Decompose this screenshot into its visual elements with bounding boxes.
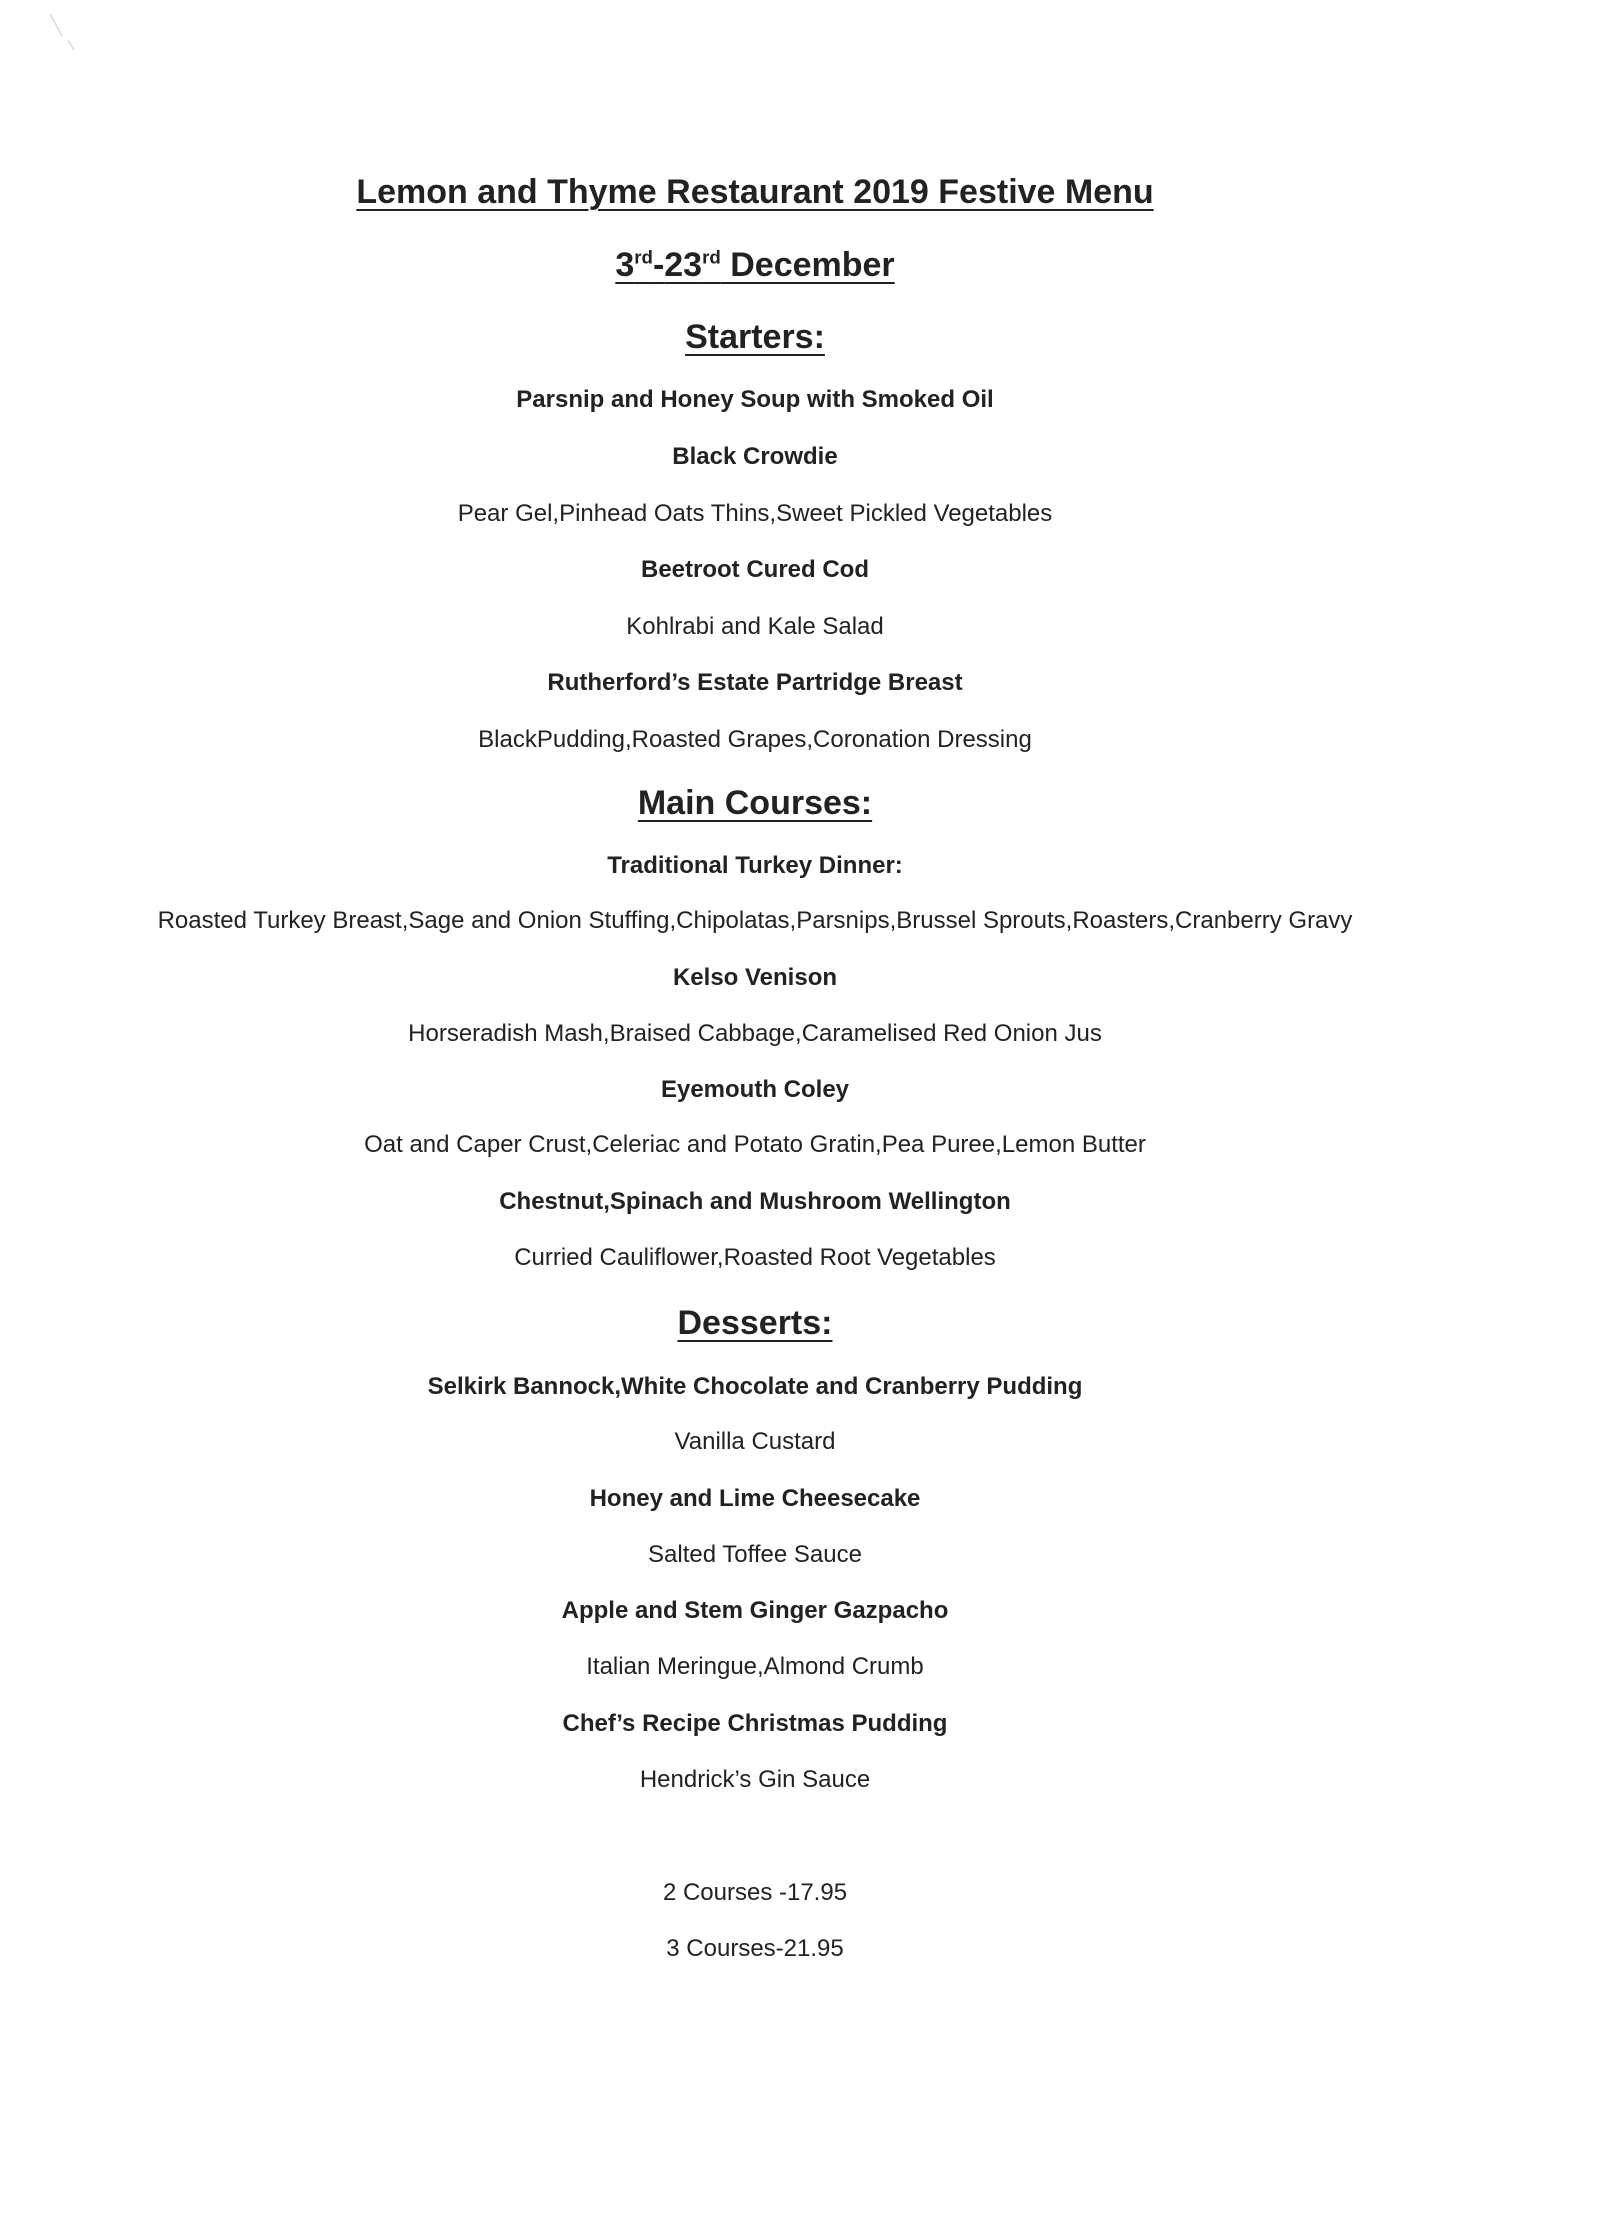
main-3-description: Oat and Caper Crust,Celeriac and Potato Gratin,Pea Puree,Lemon Butter [364, 1131, 1146, 1158]
section-heading-main-courses: Main Courses: [637, 784, 873, 822]
dessert-1-name: Selkirk Bannock,White Chocolate and Cranberry Pudding [427, 1373, 1083, 1400]
dessert-4-name: Chef’s Recipe Christmas Pudding [562, 1710, 948, 1737]
price-two-courses: 2 Courses -17.95 [662, 1879, 848, 1906]
starter-4-description: BlackPudding,Roasted Grapes,Coronation Dressing [478, 726, 1032, 753]
main-2-name: Kelso Venison [672, 964, 838, 991]
starter-2-name: Black Crowdie [672, 443, 838, 470]
price-three-courses: 3 Courses-21.95 [666, 1935, 844, 1962]
dessert-3-description: Italian Meringue,Almond Crumb [586, 1653, 924, 1680]
menu-dates: 3rd-23rd December [615, 246, 895, 284]
starter-1-name: Parsnip and Honey Soup with Smoked Oil [516, 386, 994, 413]
dessert-2-name: Honey and Lime Cheesecake [589, 1485, 921, 1512]
dessert-1-description: Vanilla Custard [674, 1428, 836, 1455]
dessert-4-description: Hendrick’s Gin Sauce [639, 1766, 871, 1793]
starter-2-description: Pear Gel,Pinhead Oats Thins,Sweet Pickled Vegetables [457, 500, 1053, 527]
starter-4-name: Rutherford’s Estate Partridge Breast [547, 669, 963, 696]
dessert-3-name: Apple and Stem Ginger Gazpacho [561, 1597, 949, 1624]
main-1-description: Roasted Turkey Breast,Sage and Onion Stuffing,Chipolatas,Parsnips,Brussel Sprouts,Roasters,Cranberry Gravy [157, 907, 1353, 934]
main-2-description: Horseradish Mash,Braised Cabbage,Caramelised Red Onion Jus [408, 1020, 1102, 1047]
section-heading-desserts: Desserts: [677, 1304, 833, 1342]
menu-title: Lemon and Thyme Restaurant 2019 Festive Menu [356, 173, 1154, 211]
starter-3-description: Kohlrabi and Kale Salad [626, 613, 884, 640]
main-4-name: Chestnut,Spinach and Mushroom Wellington [499, 1188, 1011, 1215]
dessert-2-description: Salted Toffee Sauce [648, 1541, 862, 1568]
section-heading-starters: Starters: [685, 318, 825, 356]
scan-mark-icon [48, 12, 78, 52]
main-4-description: Curried Cauliflower,Roasted Root Vegetables [514, 1244, 996, 1271]
main-1-name: Traditional Turkey Dinner: [607, 852, 903, 879]
main-3-name: Eyemouth Coley [660, 1076, 850, 1103]
starter-3-name: Beetroot Cured Cod [641, 556, 869, 583]
